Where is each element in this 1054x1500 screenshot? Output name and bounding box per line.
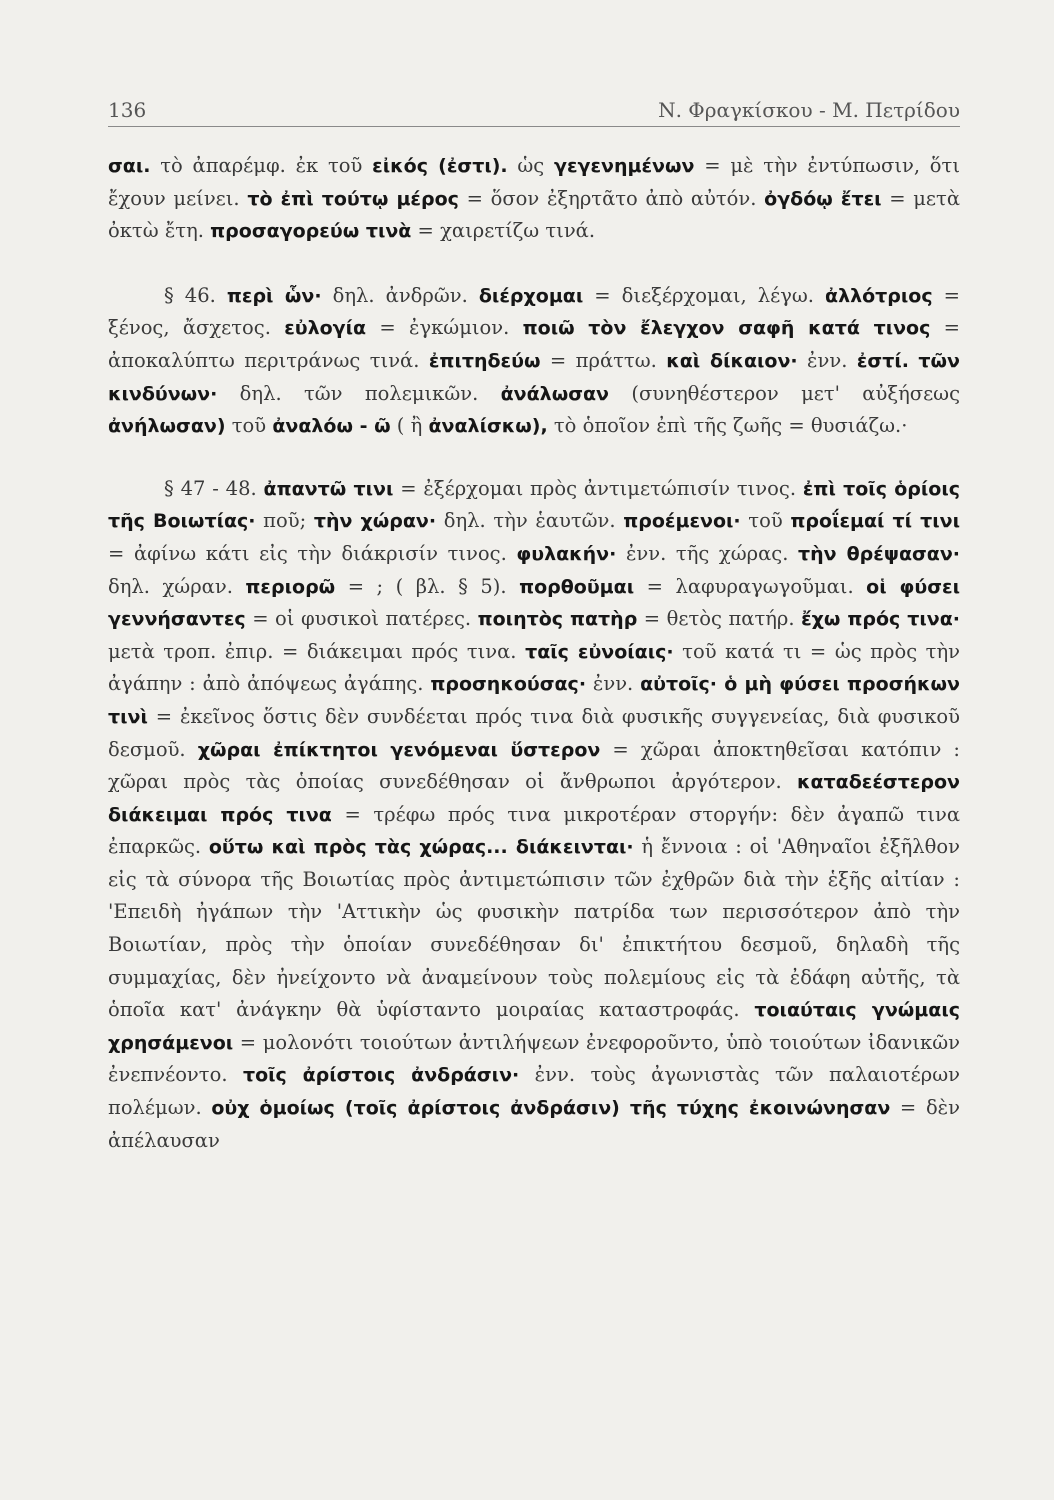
- gloss-text: = θετὸς πατήρ.: [637, 607, 802, 631]
- gloss-text: = μὲ τὴν ἐντύπωσιν, ὅτι ἔχουν μείνει.: [108, 154, 960, 210]
- running-head-authors: Ν. Φραγκίσκου - Μ. Πετρίδου: [658, 98, 960, 122]
- lemma-term: ὀγδόῳ ἔτει: [764, 187, 882, 210]
- gloss-text: τοῦ κατά τι = ὡς πρὸς τὴν ἀγάπην : ἀπὸ ἀπόψεως ἀγάπης.: [108, 639, 960, 696]
- gloss-text: = χῶραι ἀποκτηθεῖσαι κατόπιν : χῶραι πρὸς τὰς ὁποίας συνεδέθησαν οἱ ἄνθρωποι ἀργότερον.: [108, 737, 960, 794]
- gloss-text: ὡς: [507, 154, 554, 177]
- gloss-text: = δὲν ἀπέλαυσαν: [108, 1096, 961, 1152]
- gloss-text: ἐνν. τῆς χώρας.: [616, 541, 799, 565]
- lemma-term: τοῖς ἀρίστοις ἀνδράσιν·: [242, 1064, 520, 1087]
- lemma-term: εἰκός (ἐστι).: [372, 155, 508, 177]
- lemma-term: αὐτοῖς· ὁ μὴ φύσει προσήκων τινὶ: [108, 673, 960, 728]
- lemma-term: εὐλογία: [284, 317, 367, 340]
- page-number: 136: [108, 98, 147, 122]
- lemma-term: προσαγορεύω τινὰ: [210, 220, 412, 243]
- lemma-term: ποιῶ τὸν ἔλεγχον σαφῆ κατά τινος: [522, 317, 931, 340]
- gloss-text: δηλ. τὴν ἑαυτῶν.: [436, 509, 624, 533]
- lemma-term: τῶν κινδύνων·: [108, 349, 960, 405]
- lemma-term: ἔχω πρός τινα·: [801, 608, 960, 631]
- gloss-text: = ἐγκώμιον.: [366, 316, 523, 340]
- lemma-term: σαι.: [108, 155, 151, 177]
- gloss-text: = οἱ φυσικοὶ πατέρες.: [245, 607, 478, 631]
- lemma-term: καὶ δίκαιον·: [666, 349, 798, 372]
- gloss-text: τὸ ἀπαρέμφ. ἐκ τοῦ: [150, 154, 373, 177]
- gloss-text: ἐνν.: [586, 672, 641, 696]
- paragraph-section-47-48: [108, 473, 960, 1157]
- lemma-term: πορθοῦμαι: [519, 575, 635, 598]
- gloss-text: [909, 349, 918, 372]
- lemma-term: ἐπιτηδεύω: [428, 349, 541, 372]
- lemma-term: διέρχομαι: [478, 284, 584, 307]
- lemma-term: ταῖς εὐνοίαις·: [525, 640, 674, 663]
- lemma-term: περιορῶ: [245, 575, 336, 598]
- gloss-text: δηλ. χώραν.: [108, 574, 246, 598]
- lemma-term: οὕτω καὶ πρὸς τὰς χώρας... διάκεινται·: [208, 836, 634, 859]
- lemma-term: ποιητὸς πατὴρ: [477, 608, 638, 631]
- lemma-term: ἀνήλωσαν): [108, 415, 226, 438]
- lemma-term: χῶραι ἐπίκτητοι γενόμεναι ὕστερον: [197, 738, 601, 761]
- lemma-term: τοιαύταις γνώμαις χρησάμενοι: [108, 999, 960, 1054]
- lemma-term: ἐστί.: [856, 349, 909, 372]
- lemma-term: γεγενημένων: [554, 155, 695, 177]
- lemma-term: προέμενοι·: [623, 510, 741, 533]
- gloss-text: = τρέφω πρός τινα μικροτέραν στοργήν: δὲν ἀγαπῶ τινα ἐπαρκῶς.: [108, 802, 961, 859]
- lemma-term: τὴν θρέψασαν·: [798, 542, 961, 565]
- lemma-term: ἐπὶ τοῖς ὁρίοις τῆς Βοιωτίας·: [108, 477, 960, 533]
- gloss-text: = ἐξέρχομαι πρὸς ἀντιμετώπισίν τινος.: [393, 476, 803, 500]
- gloss-text: = χαιρετίζω τινά.: [411, 219, 596, 243]
- lemma-term: προΐεμαί τί τινι: [790, 510, 961, 533]
- lemma-term: καταδεέστερον διάκειμαι πρός τινα: [108, 771, 960, 826]
- lemma-term: ἀνάλωσαν: [500, 382, 610, 405]
- gloss-text: τοῦ: [225, 414, 273, 438]
- lemma-term: ἀπαντῶ τινι: [263, 477, 394, 500]
- gloss-text: = πράττω.: [540, 348, 667, 372]
- gloss-text: = λαφυραγωγοῦμαι.: [634, 574, 867, 598]
- gloss-text: = ξένος, ἄσχετος.: [108, 283, 961, 340]
- gloss-text: ( ἢ: [390, 414, 429, 438]
- gloss-text: = ὅσον ἐξηρτᾶτο ἀπὸ αὐτόν.: [458, 186, 765, 210]
- gloss-text: ἐνν. τοὺς ἀγωνιστὰς τῶν παλαιοτέρων πολέμων.: [108, 1063, 960, 1120]
- gloss-text: ποῦ;: [255, 509, 314, 533]
- gloss-text: § 46.: [164, 283, 227, 307]
- lemma-term: φυλακήν·: [516, 542, 617, 565]
- lemma-term: ἀναλόω - ῶ: [272, 415, 391, 438]
- paragraph-continuation: [108, 150, 960, 248]
- lemma-term: προσηκούσας·: [430, 673, 587, 696]
- lemma-term: τὴν χώραν·: [313, 510, 437, 533]
- lemma-term: ἀλλότριος: [825, 284, 933, 307]
- gloss-text: δηλ. τῶν πολεμικῶν.: [217, 381, 501, 405]
- gloss-text: τὸ ὁποῖον ἐπὶ τῆς ζωῆς = θυσιάζω.·: [547, 414, 908, 438]
- lemma-term: οὐχ ὁμοίως (τοῖς ἀρίστοις ἀνδράσιν) τῆς τύχης ἐκοινώνησαν: [211, 1097, 891, 1120]
- commentary-text: [108, 150, 960, 1157]
- gloss-text: τοῦ: [740, 509, 791, 533]
- gloss-text: = μολονότι τοιούτων ἀντιλήψεων ἐνεφοροῦντο, ὑπὸ τοιούτων ἰδανικῶν ἐνεπνέοντο.: [108, 1030, 960, 1087]
- gloss-text: § 47 - 48.: [164, 476, 264, 500]
- gloss-text: δηλ. ἀνδρῶν.: [321, 283, 479, 307]
- gloss-text: = ἀποκαλύπτω περιτράνως τινά.: [108, 316, 961, 372]
- lemma-term: τὸ ἐπὶ τούτῳ μέρος: [247, 187, 459, 210]
- gloss-text: = ἀφίνω κάτι εἰς τὴν διάκρισίν τινος.: [108, 541, 517, 565]
- paragraph-section-46: [108, 280, 960, 443]
- gloss-text: = μετὰ ὀκτὼ ἔτη.: [108, 186, 960, 243]
- gloss-text: ἐνν.: [797, 348, 857, 372]
- page-header: [108, 88, 960, 127]
- lemma-term: περὶ ὧν·: [226, 284, 322, 307]
- gloss-text: (συνηθέστερον μετ' αὐξήσεως: [609, 381, 960, 405]
- gloss-text: μετὰ τροπ. ἐπιρ. = διάκειμαι πρός τινα.: [108, 639, 526, 663]
- lemma-term: ἀναλίσκω),: [428, 415, 548, 438]
- gloss-text: = διεξέρχομαι, λέγω.: [583, 283, 826, 307]
- gloss-text: = ; ( βλ. § 5).: [335, 574, 520, 598]
- gloss-text: ἡ ἔννοια : οἱ 'Αθηναῖοι ἐξῆλθον εἰς τὰ σύνορα τῆς Βοιωτίας πρὸς ἀντιμετώπισιν τῶν ἐχθρῶν διὰ τὴν ἑξῆς αἰτίαν : 'Επειδὴ ἠγάπων τὴν 'Αττικὴν ὡς φυσικὴν πατρίδα των περισσότερον ἀπὸ τὴν Βοιωτίαν, πρὸς τὴν ὁποίαν συνεδέθησαν δι' ἐπικτήτου δεσμοῦ, δηλαδὴ τῆς συμμαχίας, δὲν ἠνείχοντο νὰ ἀναμείνουν τοὺς πολεμίους εἰς τὰ ἐδάφη αὐτῆς, τὰ ὁποῖα κατ' ἀνάγκην θὰ ὑφίσταντο μοιραίας καταστροφάς.: [108, 835, 960, 1022]
- gloss-text: = ἐκεῖνος ὅστις δὲν συνδέεται πρός τινα διὰ φυσικῆς συγγενείας, διὰ φυσικοῦ δεσμοῦ.: [108, 704, 960, 761]
- lemma-term: οἱ φύσει γεννήσαντες: [108, 575, 961, 631]
